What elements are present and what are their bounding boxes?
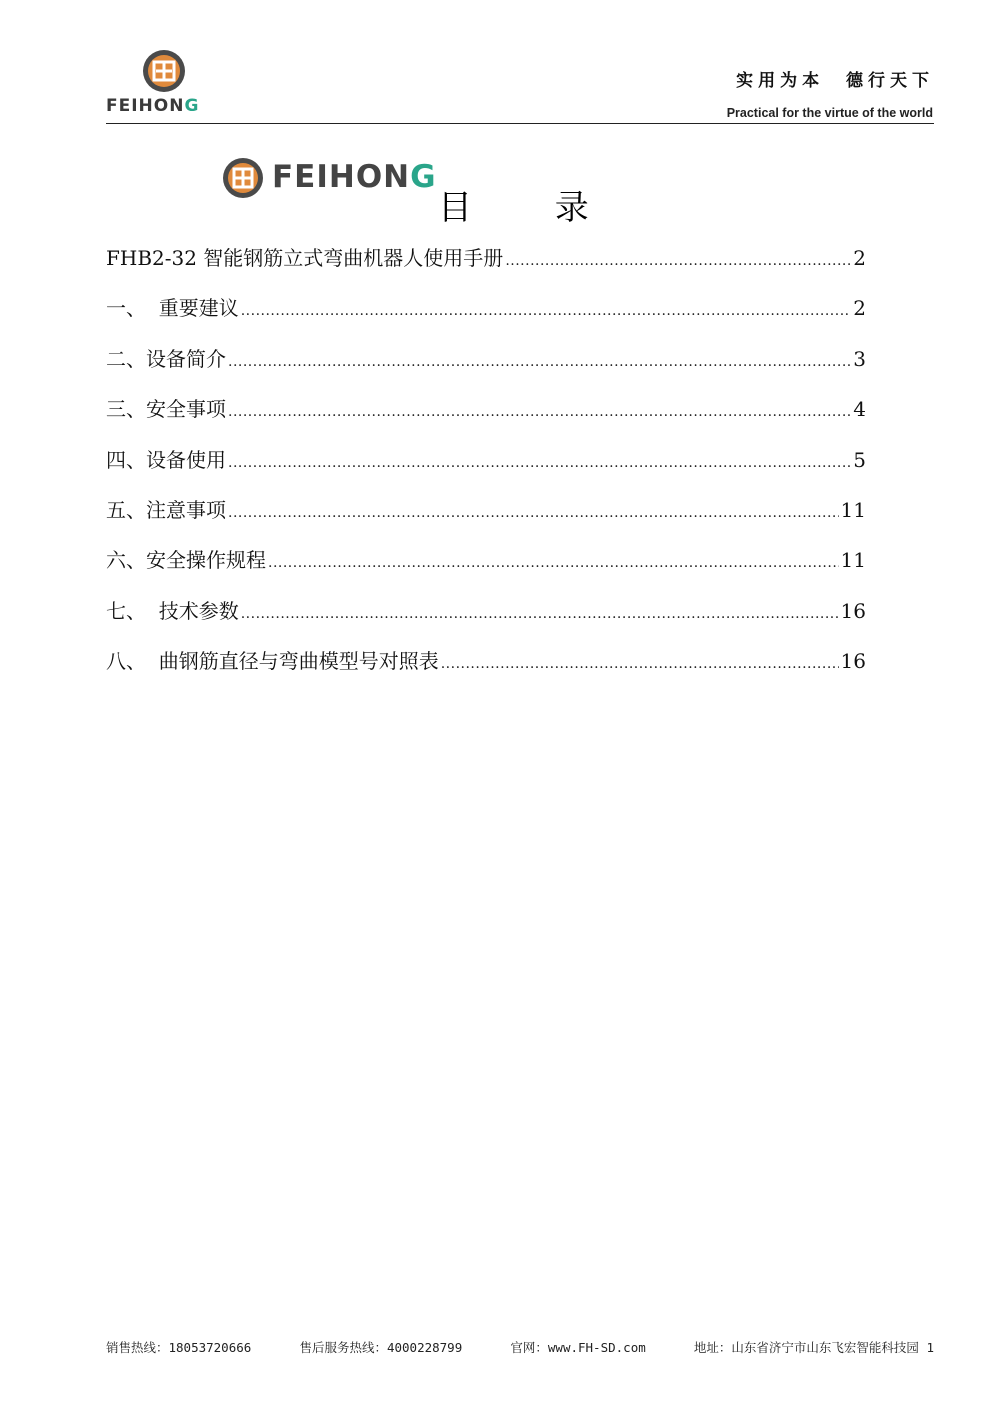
toc-entry-label: 四、设备使用 — [106, 447, 226, 472]
logo-text-main: FEIHONG — [106, 96, 200, 116]
toc-leader-dots — [505, 245, 851, 277]
header-logo-text — [106, 96, 222, 116]
toc-entry[interactable] — [106, 544, 866, 594]
toc-entry-label: FHB2-32 智能钢筋立式弯曲机器人使用手册 — [106, 246, 504, 270]
toc-entry[interactable] — [106, 292, 866, 342]
slogan-chinese: 实用为本 德行天下 — [736, 71, 934, 91]
toc-entry-label: 七、 技术参数 — [106, 598, 239, 623]
toc-entry-page: 4 — [853, 397, 866, 422]
toc-leader-dots — [441, 648, 839, 680]
toc-entry-page: 2 — [853, 296, 866, 321]
footer-address-group — [694, 1338, 934, 1356]
toc-entry-label: 三、安全事项 — [106, 397, 226, 422]
toc-entry-page: 5 — [853, 447, 866, 472]
toc-entry[interactable] — [106, 494, 866, 544]
toc-leader-dots — [241, 598, 839, 630]
toc-entry-page: 16 — [840, 649, 866, 674]
toc-entry[interactable] — [106, 343, 866, 393]
footer-address: 地址：山东省济宁市山东飞宏智能科技园 — [693, 1340, 919, 1355]
toc-entry[interactable] — [106, 393, 866, 443]
toc-leader-dots — [228, 396, 851, 428]
feihong-emblem-icon — [138, 48, 190, 94]
toc-entry-label: 八、 曲钢筋直径与弯曲模型号对照表 — [106, 649, 439, 674]
header-divider — [106, 123, 934, 124]
toc-entry-page: 11 — [840, 548, 866, 573]
toc-entry[interactable] — [106, 242, 866, 292]
header-logo — [106, 48, 222, 122]
toc-leader-dots — [228, 497, 839, 529]
page-footer — [106, 1338, 934, 1356]
logo-letter-g: G — [184, 96, 200, 116]
toc-leader-dots — [228, 346, 851, 378]
title-logo — [222, 157, 472, 199]
table-of-contents — [106, 242, 866, 696]
toc-leader-dots — [268, 547, 839, 579]
page-number: 1 — [926, 1340, 934, 1355]
toc-entry[interactable] — [106, 595, 866, 645]
page-title: 目 录 — [438, 188, 625, 228]
slogan-english: Practical for the virtue of the world — [726, 106, 933, 120]
title-logo-text: FEIHONG — [272, 159, 437, 195]
toc-entry-page: 3 — [853, 346, 866, 371]
toc-entry-label: 六、安全操作规程 — [106, 548, 266, 573]
toc-entry-label: 二、设备简介 — [106, 346, 226, 371]
footer-website: 官网：www.FH-SD.com — [510, 1340, 646, 1355]
toc-leader-dots — [228, 447, 851, 479]
toc-entry-label: 一、 重要建议 — [106, 296, 239, 321]
toc-entry-label: 五、注意事项 — [106, 497, 226, 522]
toc-entry[interactable] — [106, 645, 866, 695]
feihong-emblem-large-icon — [222, 157, 266, 199]
footer-service-hotline: 售后服务热线：4000228799 — [299, 1340, 463, 1355]
logo-letter-g: G — [410, 159, 437, 195]
toc-leader-dots — [241, 295, 852, 327]
footer-sales-hotline: 销售热线：18053720666 — [106, 1340, 252, 1355]
toc-entry-page: 2 — [853, 246, 866, 270]
toc-entry-page: 16 — [840, 598, 866, 623]
toc-entry-page: 11 — [840, 497, 866, 522]
toc-entry[interactable] — [106, 444, 866, 494]
